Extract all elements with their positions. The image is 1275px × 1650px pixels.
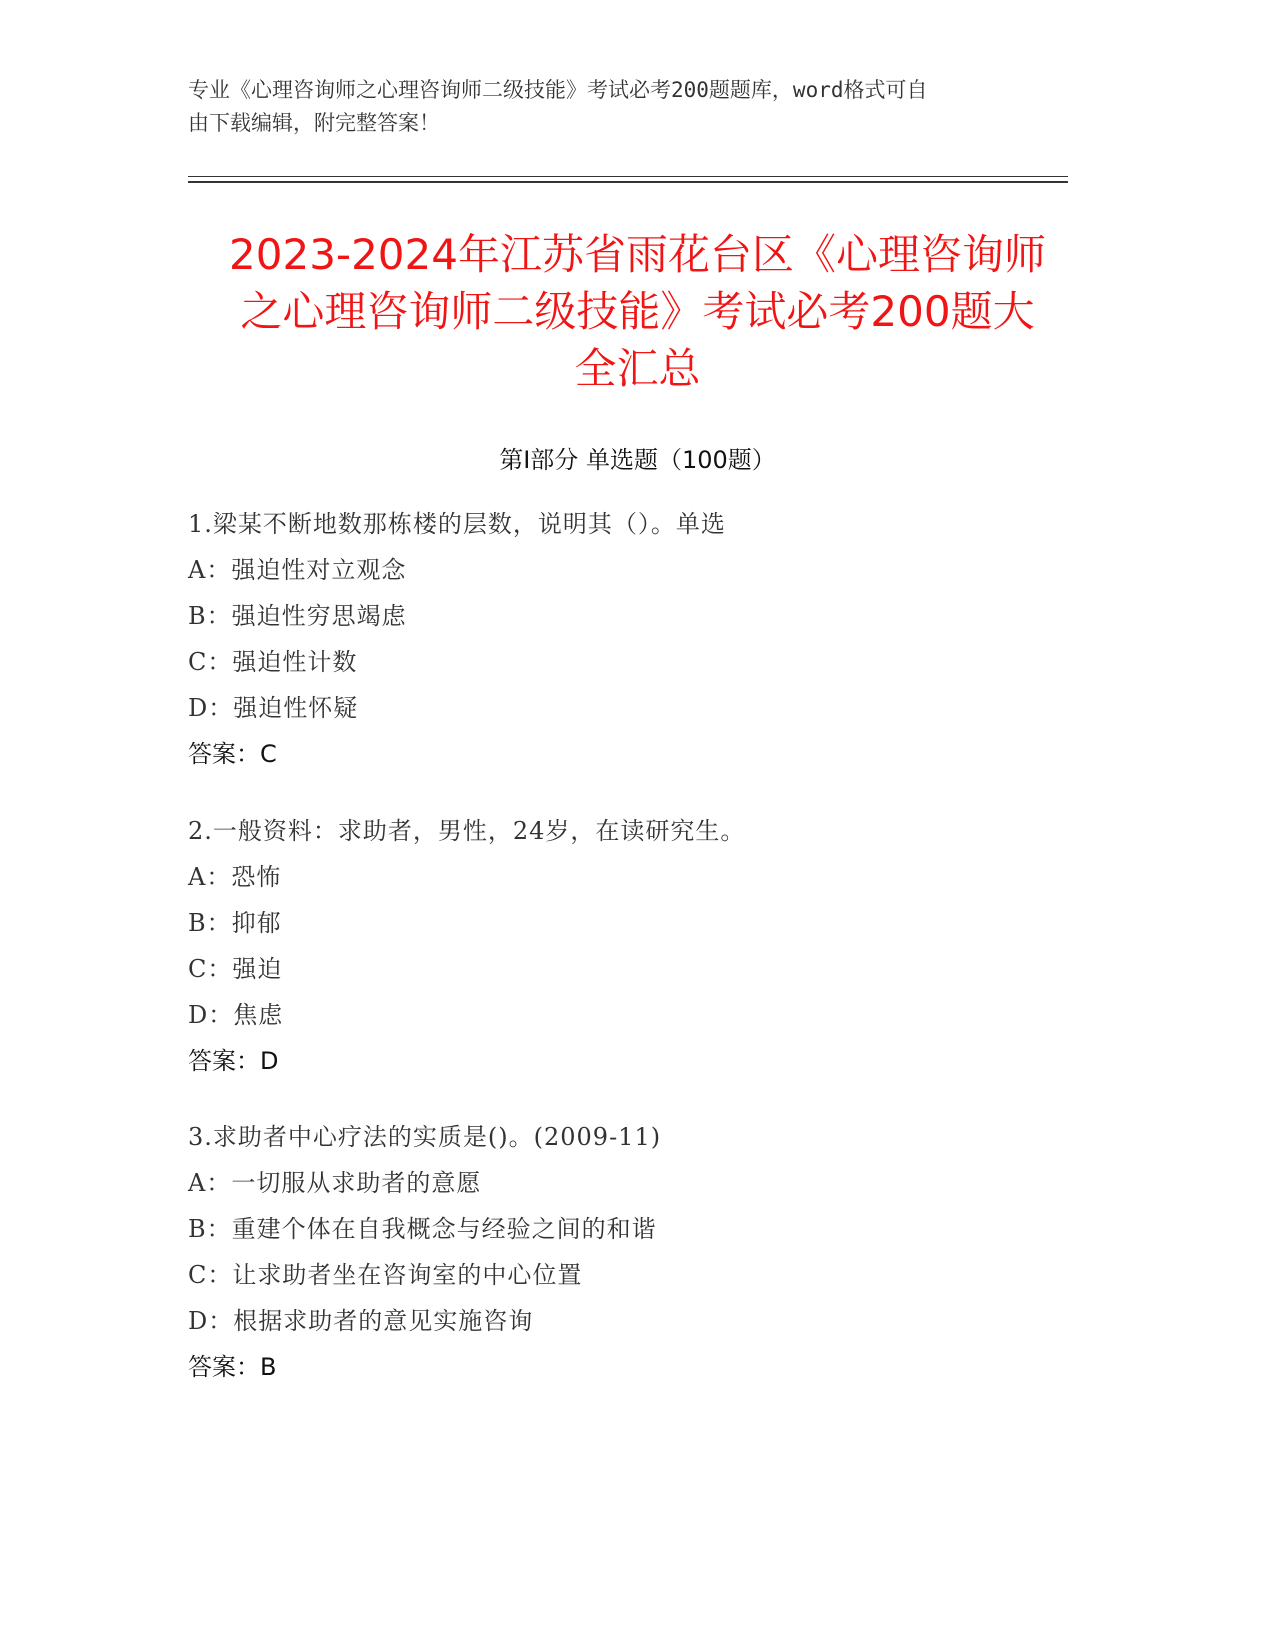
question-block bbox=[188, 1114, 1088, 1390]
option-b: B：强迫性穷思竭虑 bbox=[188, 602, 407, 630]
option-b: B：重建个体在自我概念与经验之间的和谐 bbox=[188, 1215, 657, 1243]
option-c: C：强迫性计数 bbox=[188, 648, 358, 676]
header-divider-thin bbox=[188, 176, 1068, 177]
option-d: D：焦虑 bbox=[188, 1001, 284, 1029]
title-line: 2023-2024年江苏省雨花台区《心理咨询师 bbox=[229, 230, 1046, 279]
header-divider-thick bbox=[188, 181, 1068, 183]
answer-line: 答案：D bbox=[188, 1047, 279, 1075]
question-block bbox=[188, 808, 1088, 1084]
title-line: 之心理咨询师二级技能》考试必考200题大 bbox=[240, 287, 1035, 336]
option-a: A：恐怖 bbox=[188, 863, 282, 891]
option-b: B：抑郁 bbox=[188, 909, 282, 937]
header-note-line: 专业《心理咨询师之心理咨询师二级技能》考试必考200题题库，word格式可自 bbox=[188, 78, 928, 102]
option-c: C：强迫 bbox=[188, 955, 283, 983]
option-a: A：强迫性对立观念 bbox=[188, 556, 407, 584]
answer-line: 答案：C bbox=[188, 740, 277, 768]
option-c: C：让求助者坐在咨询室的中心位置 bbox=[188, 1261, 583, 1289]
question-block bbox=[188, 501, 1088, 777]
question-stem: 3.求助者中心疗法的实质是()。(2009-11) bbox=[188, 1123, 662, 1151]
question-stem: 1.梁某不断地数那栋楼的层数，说明其（）。单选 bbox=[188, 510, 726, 538]
option-d: D：根据求助者的意见实施咨询 bbox=[188, 1307, 534, 1335]
title-line: 全汇总 bbox=[574, 344, 701, 393]
header-note bbox=[188, 74, 1068, 140]
section-title: 第Ⅰ部分 单选题（100题） bbox=[499, 446, 776, 474]
document-title bbox=[140, 226, 1135, 397]
option-d: D：强迫性怀疑 bbox=[188, 694, 359, 722]
question-stem: 2.一般资料：求助者，男性，24岁，在读研究生。 bbox=[188, 817, 746, 845]
answer-line: 答案：B bbox=[188, 1353, 277, 1381]
option-a: A：一切服从求助者的意愿 bbox=[188, 1169, 482, 1197]
header-note-line: 由下载编辑，附完整答案！ bbox=[188, 111, 440, 135]
